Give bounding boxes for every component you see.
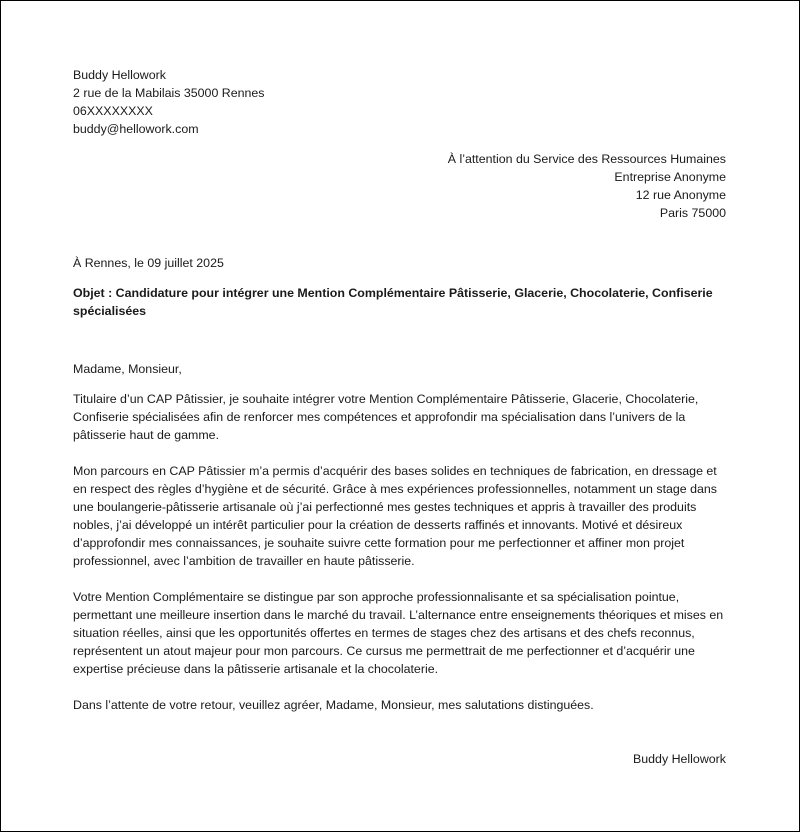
letter-subject: Objet : Candidature pour intégrer une Mention Complémentaire Pâtisserie, Glacerie, Chocolaterie, Confiserie spécialisées bbox=[73, 286, 713, 318]
recipient-city: Paris 75000 bbox=[659, 206, 726, 220]
sender-address: 2 rue de la Mabilais 35000 Rennes bbox=[73, 86, 265, 100]
sender-phone: 06XXXXXXXX bbox=[73, 104, 153, 118]
signature: Buddy Hellowork bbox=[633, 752, 726, 766]
paragraph-background: Mon parcours en CAP Pâtissier m’a permis d’acquérir des bases solides en techniques de fabrication, en dressage et en respect des règles d’hygiène et de sécurité. Grâce à mes expériences professionnelles, notamment un stage dans une boulangerie-pâtisserie artisanale où j’ai perfectionné mes gestes techniques et appris à travailler des produits nobles, j’ai développé un intérêt particulier pour la création de desserts raffinés et innovants. Motivé et désireux d’approfondir mes connaissances, je souhaite suivre cette formation pour me perfectionner et affiner mon projet professionnel, avec l’ambition de travailler en haute pâtisserie. bbox=[73, 464, 717, 568]
letter-body bbox=[73, 390, 728, 732]
paragraph-intro: Titulaire d’un CAP Pâtissier, je souhaite intégrer votre Mention Complémentaire Pâtisserie, Glacerie, Chocolaterie, Confiserie spécialisées afin de renforcer mes compétences et approfondir ma spécialisation dans l’univers de la pâtisserie haut de gamme. bbox=[73, 392, 699, 442]
recipient-block bbox=[448, 150, 726, 222]
sender-email: buddy@hellowork.com bbox=[73, 122, 199, 136]
sender-name: Buddy Hellowork bbox=[73, 68, 166, 82]
paragraph-closing: Dans l’attente de votre retour, veuillez agréer, Madame, Monsieur, mes salutations distinguées. bbox=[73, 698, 594, 712]
paragraph-motivation: Votre Mention Complémentaire se distingue par son approche professionnalisante et sa spécialisation pointue, permettant une meilleure insertion dans le marché du travail. L’alternance entre enseignements théoriques et mises en situation réelles, ainsi que les opportunités offertes en termes de stages chez des artisans et des chefs reconnus, représentent un atout majeur pour mon parcours. Ce cursus me permettrait de me perfectionner et d’acquérir une expertise précieuse dans la pâtisserie artisanale et la chocolaterie. bbox=[73, 590, 724, 676]
salutation: Madame, Monsieur, bbox=[73, 362, 182, 376]
letter-date: À Rennes, le 09 juillet 2025 bbox=[73, 256, 224, 270]
sender-block bbox=[73, 66, 265, 138]
recipient-attention: À l’attention du Service des Ressources Humaines bbox=[447, 152, 726, 166]
recipient-company: Entreprise Anonyme bbox=[614, 170, 726, 184]
recipient-street: 12 rue Anonyme bbox=[635, 188, 726, 202]
